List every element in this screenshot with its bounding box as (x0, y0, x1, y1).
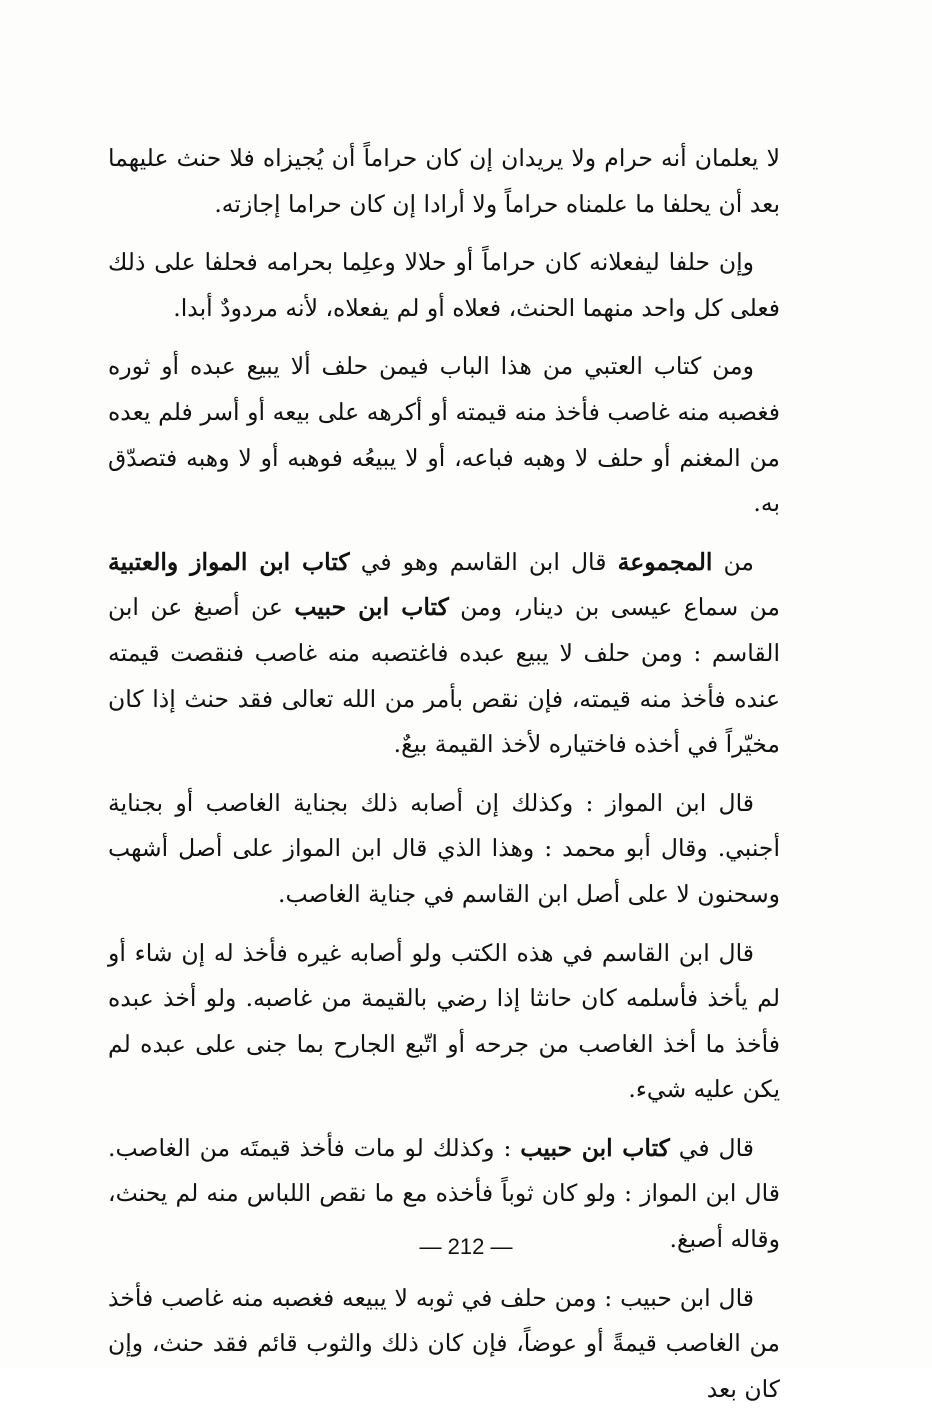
paragraph (108, 781, 780, 918)
bold-reference: المجموعة (617, 547, 713, 576)
paragraph-text: وإن حلفا ليفعلانه كان حراماً أو حلالا وعلِما بحرامه فحلفا على ذلك فعلى كل واحد منهما الحنث، فعلاه أو لم يفعلاه، لأنه مردودٌ أبدا. (108, 248, 780, 322)
paragraph-text: من (712, 547, 754, 576)
paragraph-text: قال ابن القاسم في هذه الكتب ولو أصابه غيره فأخذ له إن شاء أو لم يأخذ فأسلمه كان حانثا إذا رضي بالقيمة من غاصبه. ولو أخذ عبده فأخذ ما أخذ الغاصب من جرحه أو اتّبع الجارح بما جنى على عبده لم يكن عليه شيء. (108, 938, 780, 1104)
paragraph (108, 344, 780, 526)
paragraph-text: قال ابن حبيب : ومن حلف في ثوبه لا يبيعه فغصبه منه غاصب فأخذ من الغاصب قيمةً أو عوضاً، فإن كان ذلك والثوب قائم فقد حنث، وإن كان بعد (108, 1283, 780, 1403)
paragraph (108, 931, 780, 1113)
bold-reference: كتاب ابن حبيب (294, 593, 449, 622)
page-number: — 212 — (419, 1234, 513, 1259)
paragraph-text: من سماع عيسى بن دينار، ومن (448, 593, 780, 622)
paragraph-text: ومن كتاب العتبي من هذا الباب فيمن حلف ألا يبيع عبده أو ثوره فغصبه منه غاصب فأخذ منه قيمته أو أكرهه على بيعه أو أسر فلم يعده من المغنم أو حلف لا وهبه فباعه، أو لا يبيعُه فوهبه أو لا وهبه فتصدّق به. (108, 352, 780, 518)
paragraph (108, 240, 780, 331)
paragraph-text: لا يعلمان أنه حرام ولا يريدان إن كان حراماً أن يُجيزاه فلا حنث عليهما بعد أن يحلفا ما علمناه حراماً ولا أرادا إن كان حراما إجازته. (108, 144, 780, 218)
paragraph-text: قال ابن القاسم وهو في (349, 547, 618, 576)
paragraph-text: عن أصبغ عن ابن القاسم : ومن حلف لا يبيع عبده فاغتصبه منه غاصب فنقصت قيمته عنده فأخذ منه قيمته، فإن نقص بأمر من الله تعالى فقد حنث إذا كان مخيّراً في أخذه فاختياره لأخذ القيمة بيعٌ. (108, 593, 780, 759)
paragraph (108, 1276, 780, 1413)
paragraph (108, 136, 780, 227)
paragraph-text: قال ابن المواز : وكذلك إن أصابه ذلك بجناية الغاصب أو بجناية أجنبي. وقال أبو محمد : وهذا الذي قال ابن المواز على أصل أشهب وسحنون لا على أصل ابن القاسم في جناية الغاصب. (108, 788, 780, 908)
bold-reference: كتاب ابن حبيب (520, 1133, 670, 1162)
paragraph-text: قال في (669, 1133, 754, 1162)
paragraph (108, 540, 780, 768)
paragraph-text: : وكذلك لو مات فأخذ قيمتَه من الغاصب. قال ابن المواز : ولو كان ثوباً فأخذه مع ما نقص اللباس منه لم يحنث، وقاله أصبغ. (108, 1133, 780, 1254)
page-body-text (108, 136, 780, 1425)
bold-reference: كتاب ابن المواز والعتبية (108, 547, 350, 576)
